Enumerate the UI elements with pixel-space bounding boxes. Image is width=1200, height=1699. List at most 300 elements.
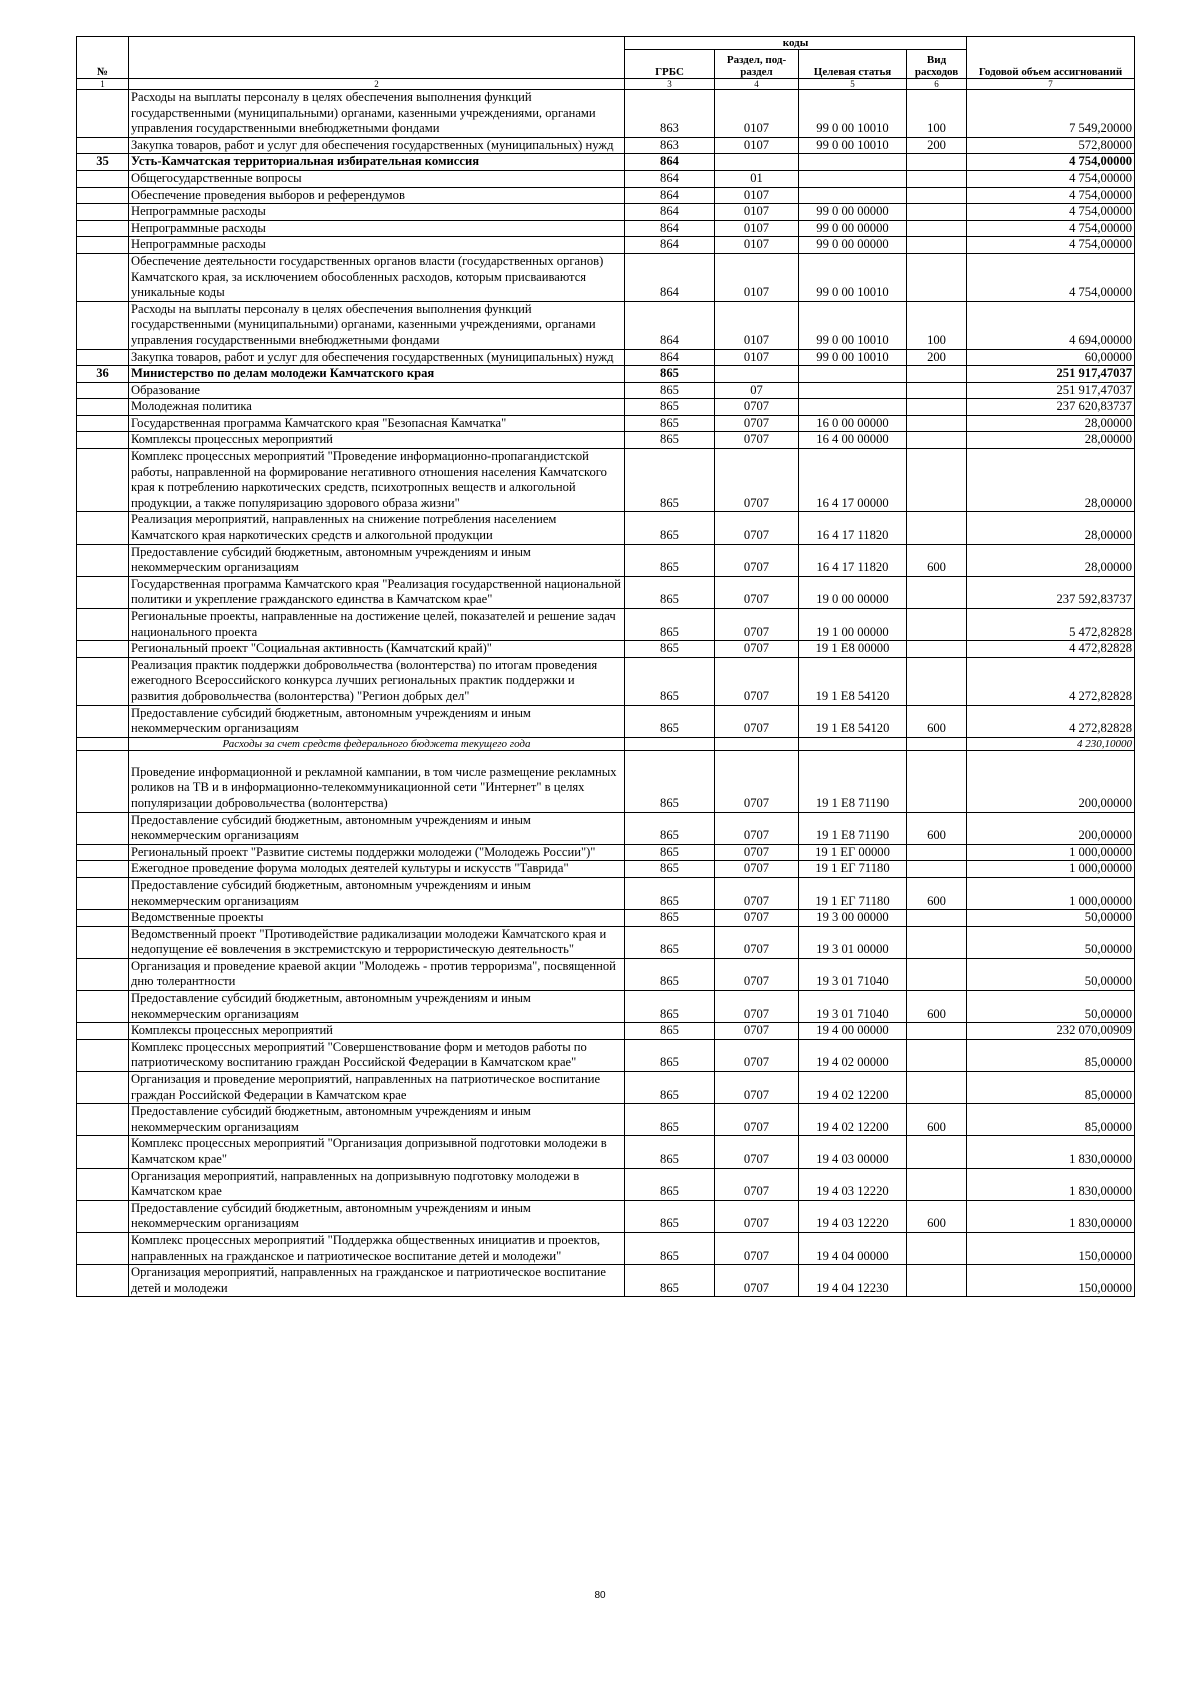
table-row — [77, 1200, 1135, 1232]
item-name: Комплекс процессных мероприятий "Проведение информационно-пропагандистской работы, направленной на формирование негативного отношения населения Камчатского края к потреблению наркотических средств, психотропных веществ и алкогольной продукции, а также популяризацию здорового образа жизни" — [129, 449, 625, 512]
expense-type: 100 — [907, 301, 967, 349]
allocation-amount: 28,00000 — [967, 415, 1135, 432]
header-num: № — [77, 37, 129, 79]
row-number — [77, 576, 129, 608]
target-article: 19 1 ЕГ 71180 — [799, 877, 907, 909]
grbs-code: 865 — [625, 991, 715, 1023]
item-name: Обеспечение проведения выборов и референдумов — [129, 187, 625, 204]
table-row — [77, 432, 1135, 449]
target-article — [799, 399, 907, 416]
target-article: 19 1 00 00000 — [799, 609, 907, 641]
table-row — [77, 544, 1135, 576]
table-row — [77, 137, 1135, 154]
column-number-row — [77, 79, 1135, 90]
target-article: 19 1 Е8 00000 — [799, 641, 907, 658]
section-code: 0107 — [715, 204, 799, 221]
section-code — [715, 154, 799, 171]
item-name: Министерство по делам молодежи Камчатского края — [129, 366, 625, 383]
target-article: 19 3 00 00000 — [799, 910, 907, 927]
table-row — [77, 1104, 1135, 1136]
row-number — [77, 512, 129, 544]
expense-type — [907, 253, 967, 301]
expense-type — [907, 432, 967, 449]
grbs-code: 865 — [625, 432, 715, 449]
allocation-amount: 4 754,00000 — [967, 253, 1135, 301]
row-number — [77, 415, 129, 432]
table-row — [77, 204, 1135, 221]
table-row — [77, 366, 1135, 383]
item-name: Комплекс процессных мероприятий "Поддержка общественных инициатив и проектов, направленных на гражданское и патриотическое воспитание детей и молодежи" — [129, 1232, 625, 1264]
col-number: 2 — [129, 79, 625, 90]
row-number — [77, 877, 129, 909]
row-number — [77, 237, 129, 254]
grbs-code: 865 — [625, 1265, 715, 1297]
grbs-code: 865 — [625, 382, 715, 399]
allocation-amount: 251 917,47037 — [967, 382, 1135, 399]
row-number — [77, 544, 129, 576]
expense-type: 200 — [907, 349, 967, 366]
allocation-amount: 4 272,82828 — [967, 705, 1135, 737]
target-article — [799, 170, 907, 187]
grbs-code: 865 — [625, 609, 715, 641]
grbs-code: 865 — [625, 1168, 715, 1200]
table-row — [77, 187, 1135, 204]
row-number — [77, 861, 129, 878]
header-codes: коды — [625, 37, 967, 50]
allocation-amount: 4 272,82828 — [967, 657, 1135, 705]
section-code: 0707 — [715, 657, 799, 705]
item-name: Расходы за счет средств федерального бюджета текущего года — [129, 737, 625, 750]
row-number — [77, 1136, 129, 1168]
allocation-amount: 28,00000 — [967, 544, 1135, 576]
item-name: Общегосударственные вопросы — [129, 170, 625, 187]
target-article: 19 3 01 71040 — [799, 958, 907, 990]
table-row — [77, 170, 1135, 187]
allocation-amount: 50,00000 — [967, 991, 1135, 1023]
row-number — [77, 910, 129, 927]
target-article: 16 4 17 11820 — [799, 512, 907, 544]
allocation-amount: 1 830,00000 — [967, 1136, 1135, 1168]
table-row — [77, 641, 1135, 658]
expense-type — [907, 237, 967, 254]
item-name: Предоставление субсидий бюджетным, автономным учреждениям и иным некоммерческим организациям — [129, 1104, 625, 1136]
item-name: Реализация практик поддержки добровольчества (волонтерства) по итогам проведения ежегодного Всероссийского конкурса лучших региональных практик поддержки и развития добровольчества (волонтерства) "Регион добрых дел" — [129, 657, 625, 705]
table-row — [77, 657, 1135, 705]
grbs-code: 865 — [625, 641, 715, 658]
item-name: Комплекс процессных мероприятий "Совершенствование форм и методов работы по патриотическому воспитанию граждан Российской Федерации в Камчатском крае" — [129, 1039, 625, 1071]
section-code: 0707 — [715, 958, 799, 990]
table-row — [77, 861, 1135, 878]
grbs-code: 865 — [625, 366, 715, 383]
table-row — [77, 449, 1135, 512]
target-article: 19 1 Е8 54120 — [799, 657, 907, 705]
table-row — [77, 220, 1135, 237]
target-article: 99 0 00 10010 — [799, 253, 907, 301]
item-name: Комплекс процессных мероприятий "Организация допризывной подготовки молодежи в Камчатском крае" — [129, 1136, 625, 1168]
allocation-amount: 85,00000 — [967, 1104, 1135, 1136]
grbs-code: 865 — [625, 844, 715, 861]
section-code: 0707 — [715, 449, 799, 512]
target-article: 19 4 02 12200 — [799, 1072, 907, 1104]
allocation-amount: 200,00000 — [967, 812, 1135, 844]
expense-type — [907, 366, 967, 383]
expense-type — [907, 737, 967, 750]
expense-type — [907, 415, 967, 432]
grbs-code: 865 — [625, 399, 715, 416]
row-number — [77, 90, 129, 138]
grbs-code: 864 — [625, 237, 715, 254]
grbs-code: 865 — [625, 1232, 715, 1264]
table-row — [77, 399, 1135, 416]
row-number — [77, 737, 129, 750]
section-code: 0707 — [715, 432, 799, 449]
allocation-amount: 4 230,10000 — [967, 737, 1135, 750]
grbs-code: 865 — [625, 544, 715, 576]
section-code: 01 — [715, 170, 799, 187]
section-code: 0707 — [715, 415, 799, 432]
grbs-code: 865 — [625, 750, 715, 812]
grbs-code: 863 — [625, 137, 715, 154]
table-row — [77, 1039, 1135, 1071]
section-code — [715, 737, 799, 750]
item-name: Организация и проведение краевой акции "Молодежь - против терроризма", посвященной дню толерантности — [129, 958, 625, 990]
row-number — [77, 1023, 129, 1040]
allocation-amount: 232 070,00909 — [967, 1023, 1135, 1040]
row-number: 35 — [77, 154, 129, 171]
table-row — [77, 1023, 1135, 1040]
expense-type — [907, 576, 967, 608]
target-article — [799, 382, 907, 399]
target-article: 99 0 00 00000 — [799, 204, 907, 221]
grbs-code: 865 — [625, 1072, 715, 1104]
section-code: 0707 — [715, 844, 799, 861]
section-code: 0707 — [715, 641, 799, 658]
section-code: 0707 — [715, 512, 799, 544]
allocation-amount: 50,00000 — [967, 958, 1135, 990]
row-number: 36 — [77, 366, 129, 383]
item-name: Закупка товаров, работ и услуг для обеспечения государственных (муниципальных) нужд — [129, 137, 625, 154]
target-article: 19 0 00 00000 — [799, 576, 907, 608]
target-article: 99 0 00 10010 — [799, 349, 907, 366]
expense-type: 600 — [907, 877, 967, 909]
section-code: 0707 — [715, 576, 799, 608]
item-name: Организация и проведение мероприятий, направленных на патриотическое воспитание граждан Российской Федерации в Камчатском крае — [129, 1072, 625, 1104]
section-code: 0707 — [715, 1072, 799, 1104]
header-section: Раздел, под-раздел — [715, 50, 799, 79]
grbs-code: 864 — [625, 253, 715, 301]
expense-type — [907, 1232, 967, 1264]
item-name: Организация мероприятий, направленных на допризывную подготовку молодежи в Камчатском крае — [129, 1168, 625, 1200]
row-number — [77, 641, 129, 658]
expense-type — [907, 187, 967, 204]
target-article: 19 4 03 12220 — [799, 1200, 907, 1232]
target-article: 16 4 17 00000 — [799, 449, 907, 512]
row-number — [77, 1265, 129, 1297]
row-number — [77, 253, 129, 301]
section-code: 0107 — [715, 301, 799, 349]
table-row — [77, 1232, 1135, 1264]
expense-type — [907, 382, 967, 399]
target-article: 19 3 01 00000 — [799, 926, 907, 958]
allocation-amount: 200,00000 — [967, 750, 1135, 812]
target-article: 99 0 00 10010 — [799, 137, 907, 154]
allocation-amount: 50,00000 — [967, 910, 1135, 927]
grbs-code: 864 — [625, 349, 715, 366]
grbs-code: 865 — [625, 449, 715, 512]
section-code: 0707 — [715, 812, 799, 844]
item-name: Реализация мероприятий, направленных на снижение потребления населением Камчатского края наркотических средств и алкогольной продукции — [129, 512, 625, 544]
allocation-amount: 60,00000 — [967, 349, 1135, 366]
row-number — [77, 1168, 129, 1200]
item-name: Проведение информационной и рекламной кампании, в том числе размещение рекламных роликов на ТВ и в информационно-телекоммуникационной сети "Интернет" в целях популяризации добровольчества (волонтерства) — [129, 750, 625, 812]
target-article: 16 0 00 00000 — [799, 415, 907, 432]
section-code: 0707 — [715, 926, 799, 958]
expense-type: 600 — [907, 705, 967, 737]
allocation-amount: 251 917,47037 — [967, 366, 1135, 383]
expense-type: 200 — [907, 137, 967, 154]
target-article: 99 0 00 10010 — [799, 90, 907, 138]
row-number — [77, 204, 129, 221]
allocation-amount: 85,00000 — [967, 1072, 1135, 1104]
grbs-code: 865 — [625, 877, 715, 909]
allocation-amount: 1 830,00000 — [967, 1200, 1135, 1232]
item-name: Предоставление субсидий бюджетным, автономным учреждениям и иным некоммерческим организациям — [129, 991, 625, 1023]
row-number — [77, 1200, 129, 1232]
header-name-blank — [129, 37, 625, 79]
table-row — [77, 750, 1135, 812]
section-code: 0707 — [715, 750, 799, 812]
section-code: 0707 — [715, 1200, 799, 1232]
section-code: 0707 — [715, 1023, 799, 1040]
table-row — [77, 705, 1135, 737]
allocation-amount: 28,00000 — [967, 449, 1135, 512]
section-code: 0107 — [715, 237, 799, 254]
row-number — [77, 382, 129, 399]
item-name: Расходы на выплаты персоналу в целях обеспечения выполнения функций государственными (муниципальными) органами, казенными учреждениями, органами управления государственными внебюджетными фондами — [129, 301, 625, 349]
budget-table — [76, 36, 1135, 1297]
row-number — [77, 991, 129, 1023]
row-number — [77, 1104, 129, 1136]
table-row — [77, 1265, 1135, 1297]
expense-type — [907, 1136, 967, 1168]
grbs-code: 865 — [625, 415, 715, 432]
row-number — [77, 958, 129, 990]
target-article: 19 4 04 00000 — [799, 1232, 907, 1264]
row-number — [77, 349, 129, 366]
expense-type — [907, 1265, 967, 1297]
expense-type — [907, 958, 967, 990]
allocation-amount: 28,00000 — [967, 432, 1135, 449]
expense-type — [907, 399, 967, 416]
section-code: 0707 — [715, 1265, 799, 1297]
target-article: 99 0 00 10010 — [799, 301, 907, 349]
grbs-code: 865 — [625, 926, 715, 958]
item-name: Непрограммные расходы — [129, 220, 625, 237]
target-article: 19 1 Е8 71190 — [799, 812, 907, 844]
grbs-code: 865 — [625, 657, 715, 705]
grbs-code: 864 — [625, 220, 715, 237]
target-article: 19 4 02 00000 — [799, 1039, 907, 1071]
expense-type — [907, 154, 967, 171]
item-name: Непрограммные расходы — [129, 204, 625, 221]
expense-type — [907, 750, 967, 812]
table-row — [77, 154, 1135, 171]
row-number — [77, 432, 129, 449]
target-article: 19 1 Е8 54120 — [799, 705, 907, 737]
section-code: 0107 — [715, 253, 799, 301]
allocation-amount: 4 754,00000 — [967, 220, 1135, 237]
item-name: Ведомственные проекты — [129, 910, 625, 927]
header-type: Вид расходов — [907, 50, 967, 79]
header-target: Целевая статья — [799, 50, 907, 79]
item-name: Непрограммные расходы — [129, 237, 625, 254]
allocation-amount: 150,00000 — [967, 1232, 1135, 1264]
allocation-amount: 4 754,00000 — [967, 154, 1135, 171]
table-row — [77, 1168, 1135, 1200]
target-article — [799, 154, 907, 171]
row-number — [77, 609, 129, 641]
row-number — [77, 220, 129, 237]
table-row — [77, 1136, 1135, 1168]
section-code: 0107 — [715, 220, 799, 237]
item-name: Молодежная политика — [129, 399, 625, 416]
allocation-amount: 1 000,00000 — [967, 877, 1135, 909]
allocation-amount: 1 000,00000 — [967, 844, 1135, 861]
table-row — [77, 1072, 1135, 1104]
allocation-amount: 4 754,00000 — [967, 170, 1135, 187]
section-code: 0707 — [715, 1039, 799, 1071]
grbs-code: 865 — [625, 1104, 715, 1136]
section-code: 0107 — [715, 90, 799, 138]
target-article — [799, 366, 907, 383]
expense-type: 600 — [907, 991, 967, 1023]
table-row — [77, 877, 1135, 909]
target-article: 19 4 03 12220 — [799, 1168, 907, 1200]
expense-type: 600 — [907, 1104, 967, 1136]
allocation-amount: 5 472,82828 — [967, 609, 1135, 641]
allocation-amount: 237 592,83737 — [967, 576, 1135, 608]
page-number: 80 — [594, 1590, 606, 1601]
grbs-code: 865 — [625, 576, 715, 608]
allocation-amount: 237 620,83737 — [967, 399, 1135, 416]
section-code: 0707 — [715, 544, 799, 576]
expense-type — [907, 1039, 967, 1071]
table-row — [77, 926, 1135, 958]
table-row — [77, 237, 1135, 254]
expense-type — [907, 910, 967, 927]
target-article: 19 4 02 12200 — [799, 1104, 907, 1136]
grbs-code — [625, 737, 715, 750]
item-name: Комплексы процессных мероприятий — [129, 1023, 625, 1040]
section-code: 0707 — [715, 877, 799, 909]
section-code: 0107 — [715, 187, 799, 204]
expense-type — [907, 512, 967, 544]
row-number — [77, 399, 129, 416]
grbs-code: 864 — [625, 204, 715, 221]
item-name: Региональный проект "Развитие системы поддержки молодежи ("Молодежь России")" — [129, 844, 625, 861]
col-number: 3 — [625, 79, 715, 90]
row-number — [77, 187, 129, 204]
expense-type: 600 — [907, 544, 967, 576]
expense-type — [907, 844, 967, 861]
table-row — [77, 991, 1135, 1023]
target-article: 16 4 00 00000 — [799, 432, 907, 449]
section-code: 0707 — [715, 1136, 799, 1168]
table-row — [77, 512, 1135, 544]
col-number: 5 — [799, 79, 907, 90]
row-number — [77, 1072, 129, 1104]
row-number — [77, 170, 129, 187]
target-article — [799, 187, 907, 204]
item-name: Ежегодное проведение форума молодых деятелей культуры и искусств "Таврида" — [129, 861, 625, 878]
grbs-code: 865 — [625, 861, 715, 878]
table-row — [77, 576, 1135, 608]
expense-type — [907, 657, 967, 705]
col-number: 4 — [715, 79, 799, 90]
table-row — [77, 844, 1135, 861]
table-row — [77, 301, 1135, 349]
grbs-code: 864 — [625, 170, 715, 187]
allocation-amount: 4 472,82828 — [967, 641, 1135, 658]
table-body — [77, 90, 1135, 1297]
section-code: 0707 — [715, 861, 799, 878]
table-row — [77, 812, 1135, 844]
grbs-code: 864 — [625, 301, 715, 349]
table-row — [77, 737, 1135, 750]
row-number — [77, 449, 129, 512]
allocation-amount: 28,00000 — [967, 512, 1135, 544]
table-row — [77, 910, 1135, 927]
target-article: 19 1 ЕГ 00000 — [799, 844, 907, 861]
section-code: 0107 — [715, 137, 799, 154]
grbs-code: 864 — [625, 187, 715, 204]
target-article: 99 0 00 00000 — [799, 220, 907, 237]
target-article: 16 4 17 11820 — [799, 544, 907, 576]
row-number — [77, 926, 129, 958]
table-row — [77, 349, 1135, 366]
row-number — [77, 844, 129, 861]
item-name: Предоставление субсидий бюджетным, автономным учреждениям и иным некоммерческим организациям — [129, 705, 625, 737]
item-name: Предоставление субсидий бюджетным, автономным учреждениям и иным некоммерческим организациям — [129, 812, 625, 844]
target-article: 19 1 ЕГ 71180 — [799, 861, 907, 878]
section-code: 0707 — [715, 1232, 799, 1264]
header-grbs: ГРБС — [625, 50, 715, 79]
allocation-amount: 4 754,00000 — [967, 237, 1135, 254]
table-row — [77, 609, 1135, 641]
expense-type — [907, 861, 967, 878]
item-name: Ведомственный проект "Противодействие радикализации молодежи Камчатского края и недопущение её вовлечения в экстремистскую и террористическую деятельность" — [129, 926, 625, 958]
section-code — [715, 366, 799, 383]
grbs-code: 865 — [625, 512, 715, 544]
expense-type — [907, 1168, 967, 1200]
item-name: Государственная программа Камчатского края "Реализация государственной национальной политики и укрепление гражданского единства в Камчатском крае" — [129, 576, 625, 608]
allocation-amount: 150,00000 — [967, 1265, 1135, 1297]
target-article: 19 4 03 00000 — [799, 1136, 907, 1168]
allocation-amount: 50,00000 — [967, 926, 1135, 958]
row-number — [77, 1232, 129, 1264]
item-name: Государственная программа Камчатского края "Безопасная Камчатка" — [129, 415, 625, 432]
target-article — [799, 737, 907, 750]
target-article: 19 1 Е8 71190 — [799, 750, 907, 812]
item-name: Региональные проекты, направленные на достижение целей, показателей и решение задач национального проекта — [129, 609, 625, 641]
expense-type — [907, 926, 967, 958]
item-name: Расходы на выплаты персоналу в целях обеспечения выполнения функций государственными (муниципальными) органами, казенными учреждениями, органами управления государственными внебюджетными фондами — [129, 90, 625, 138]
table-header — [77, 37, 1135, 90]
item-name: Обеспечение деятельности государственных органов власти (государственных органов) Камчатского края, за исключением обособленных расходов, которым присваиваются уникальные коды — [129, 253, 625, 301]
item-name: Комплексы процессных мероприятий — [129, 432, 625, 449]
item-name: Предоставление субсидий бюджетным, автономным учреждениям и иным некоммерческим организациям — [129, 877, 625, 909]
row-number — [77, 1039, 129, 1071]
